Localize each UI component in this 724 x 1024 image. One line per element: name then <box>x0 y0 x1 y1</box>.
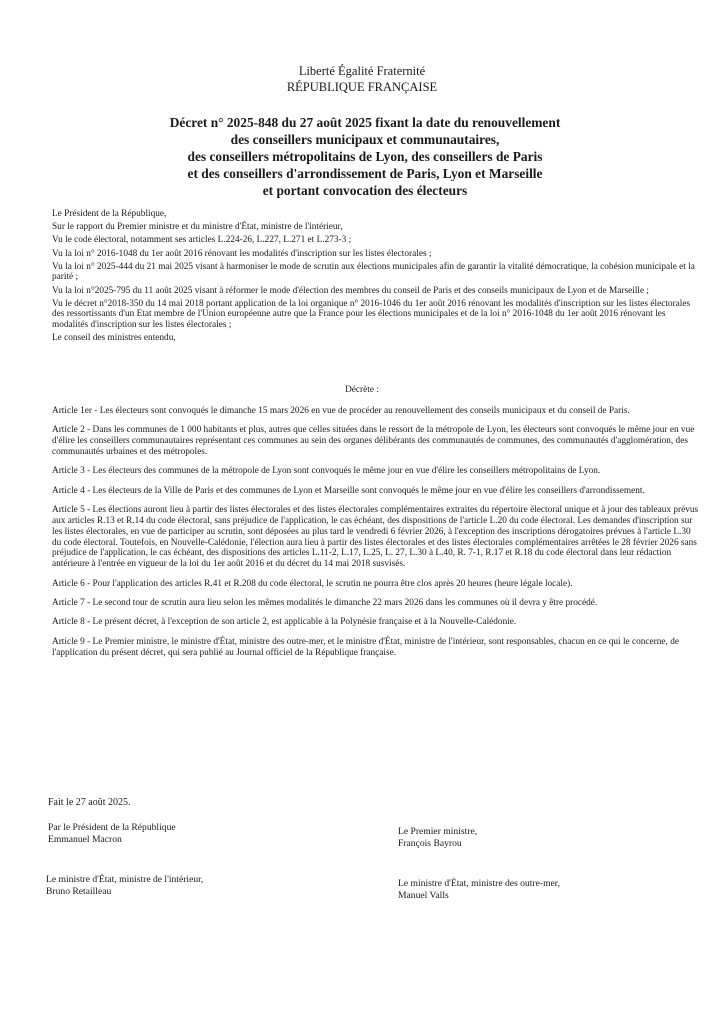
signature-interior-minister <box>46 874 203 897</box>
title-line: et des conseillers d'arrondissement de Paris, Lyon et Marseille <box>187 166 543 181</box>
article-7: Article 7 - Le second tour de scrutin aura lieu selon les mêmes modalités le dimanche 22 mars 2026 dans les communes où il devra y être procédé. <box>52 597 598 608</box>
preamble-line: Vu le code électoral, notamment ses articles L.224-26, L.227, L.271 et L.273-3 ; <box>52 235 352 246</box>
articles <box>52 406 702 667</box>
preamble-line: Vu la loi n° 2016-1048 du 1er août 2016 rénovant les modalités d'inscription sur les listes électorales ; <box>52 248 432 259</box>
article-3: Article 3 - Les électeurs des communes de la métropole de Lyon sont convoqués le même jour en vue d'élire les conseillers métropolitains de Lyon. <box>52 466 601 477</box>
republic-motto: Liberté Égalité Fraternité <box>298 64 426 78</box>
signature-prime-minister <box>398 826 477 849</box>
signature-role: Par le Président de la République <box>48 822 176 833</box>
preamble-line: Le conseil des ministres entendu, <box>52 333 176 344</box>
article-5: Article 5 - Les élections auront lieu à partir des listes électorales et des listes électorales complémentaires extraites du répertoire électoral unique et à jour des tableaux prévus aux articles R.13 et R.14 du code électoral, sans préjudice de l'application, le cas échéant, des dispositions de l'article L.20 du code électoral. Les demandes d'inscription sur les listes électorales, en vue de participer au scrutin, sont déposées au plus tard le vendredi 6 février 2026, à l'exception des inscriptions dérogatoires prévues à l'article L.30 du code électoral. Toutefois, en Nouvelle-Calédonie, l'élection aura lieu à partir des listes électorales et des listes électorales complémentaires arrêtées le 28 février 2026 sans préjudice de l'application, le cas échéant, des dispositions des articles L.11-2, L.17, L.25, L. 27, L.30 à L.40, R. 7-1, R.17 et R.18 du code électoral dans leur rédaction antérieure à l'entrée en vigueur de la loi du 1er août 2016 et du décret du 14 mai 2018 susvisés. <box>52 505 699 570</box>
signature-name: François Bayrou <box>398 837 462 849</box>
article-2: Article 2 - Dans les communes de 1 000 habitants et plus, autres que celles situées dans le ressort de la métropole de Lyon, les électeurs sont convoqués le même jour en vue d'élire les conseillers communautaires représentant ces communes au sein des organes délibérants des communautés de communes, des communautés d'agglomération, des communautés urbaines et des métropoles. <box>52 425 695 457</box>
preamble-line: Vu la loi n° 2025-444 du 21 mai 2025 visant à harmoniser le mode de scrutin aux élections municipales afin de garantir la vitalité démocratique, la cohésion municipale et la parité ; <box>52 261 695 283</box>
decrete-heading: Décrète : <box>345 385 379 395</box>
signature-outremer-minister <box>398 878 560 901</box>
article-1: Article 1er - Les électeurs sont convoqués le dimanche 15 mars 2026 en vue de procéder au renouvellement des conseils municipaux et du conseil de Paris. <box>52 406 630 416</box>
signature-role: Le ministre d'État, ministre de l'intérieur, <box>46 874 204 885</box>
preamble-line: Sur le rapport du Premier ministre et du ministre d'État, ministre de l'intérieur, <box>52 222 343 233</box>
article-6: Article 6 - Pour l'application des articles R.41 et R.208 du code électoral, le scrutin ne pourra être clos après 20 heures (heure légale locale). <box>52 578 573 589</box>
signature-role: Le ministre d'État, ministre des outre-mer, <box>398 878 560 889</box>
signature-role: Le Premier ministre, <box>398 826 478 837</box>
article-9: Article 9 - Le Premier ministre, le ministre d'État, ministre des outre-mer, et le ministre d'État, ministre de l'intérieur, sont responsables, chacun en ce qui le concerne, de l'application du présent décret, qui sera publié au Journal officiel de la République française. <box>52 636 679 658</box>
title-line: et portant convocation des électeurs <box>262 183 468 198</box>
signature-name: Emmanuel Macron <box>48 833 122 845</box>
republic-name: RÉPUBLIQUE FRANÇAISE <box>286 80 438 94</box>
preamble-line: Vu le décret n°2018-350 du 14 mai 2018 portant application de la loi organique n° 2016-1046 du 1er août 2016 rénovant les modalités d'inscription sur les listes électorales des ressortissants d'un Etat membre de l'Union européenne autre que la France pour les élections municipales et de la loi n° 2016-1048 du 1er août 2016 rénovant les modalités d'inscription sur les listes électorales ; <box>52 298 691 330</box>
signature-name: Bruno Retailleau <box>46 885 112 897</box>
article-4: Article 4 - Les électeurs de la Ville de Paris et des communes de Lyon et Marseille sont convoqués le même jour en vue d'élire les conseillers d'arrondissement. <box>52 485 645 496</box>
decree-title <box>60 114 670 199</box>
fait-date: Fait le 27 août 2025. <box>48 797 131 808</box>
title-line: des conseillers métropolitains de Lyon, des conseillers de Paris <box>187 149 543 164</box>
preamble <box>52 209 697 346</box>
title-line: des conseillers municipaux et communautaires, <box>230 132 500 147</box>
article-8: Article 8 - Le présent décret, à l'exception de son article 2, est applicable à la Polynésie française et à la Nouvelle-Calédonie. <box>52 617 517 628</box>
preamble-line: Vu la loi n°2025-795 du 11 août 2025 visant à réformer le mode d'élection des membres du conseil de Paris et des conseils municipaux de Lyon et de Marseille ; <box>52 285 650 296</box>
preamble-line: Le Président de la République, <box>52 209 167 219</box>
signature-name: Manuel Valls <box>398 889 449 901</box>
signature-president <box>48 822 176 845</box>
title-line: Décret n° 2025-848 du 27 août 2025 fixant la date du renouvellement <box>169 115 561 130</box>
